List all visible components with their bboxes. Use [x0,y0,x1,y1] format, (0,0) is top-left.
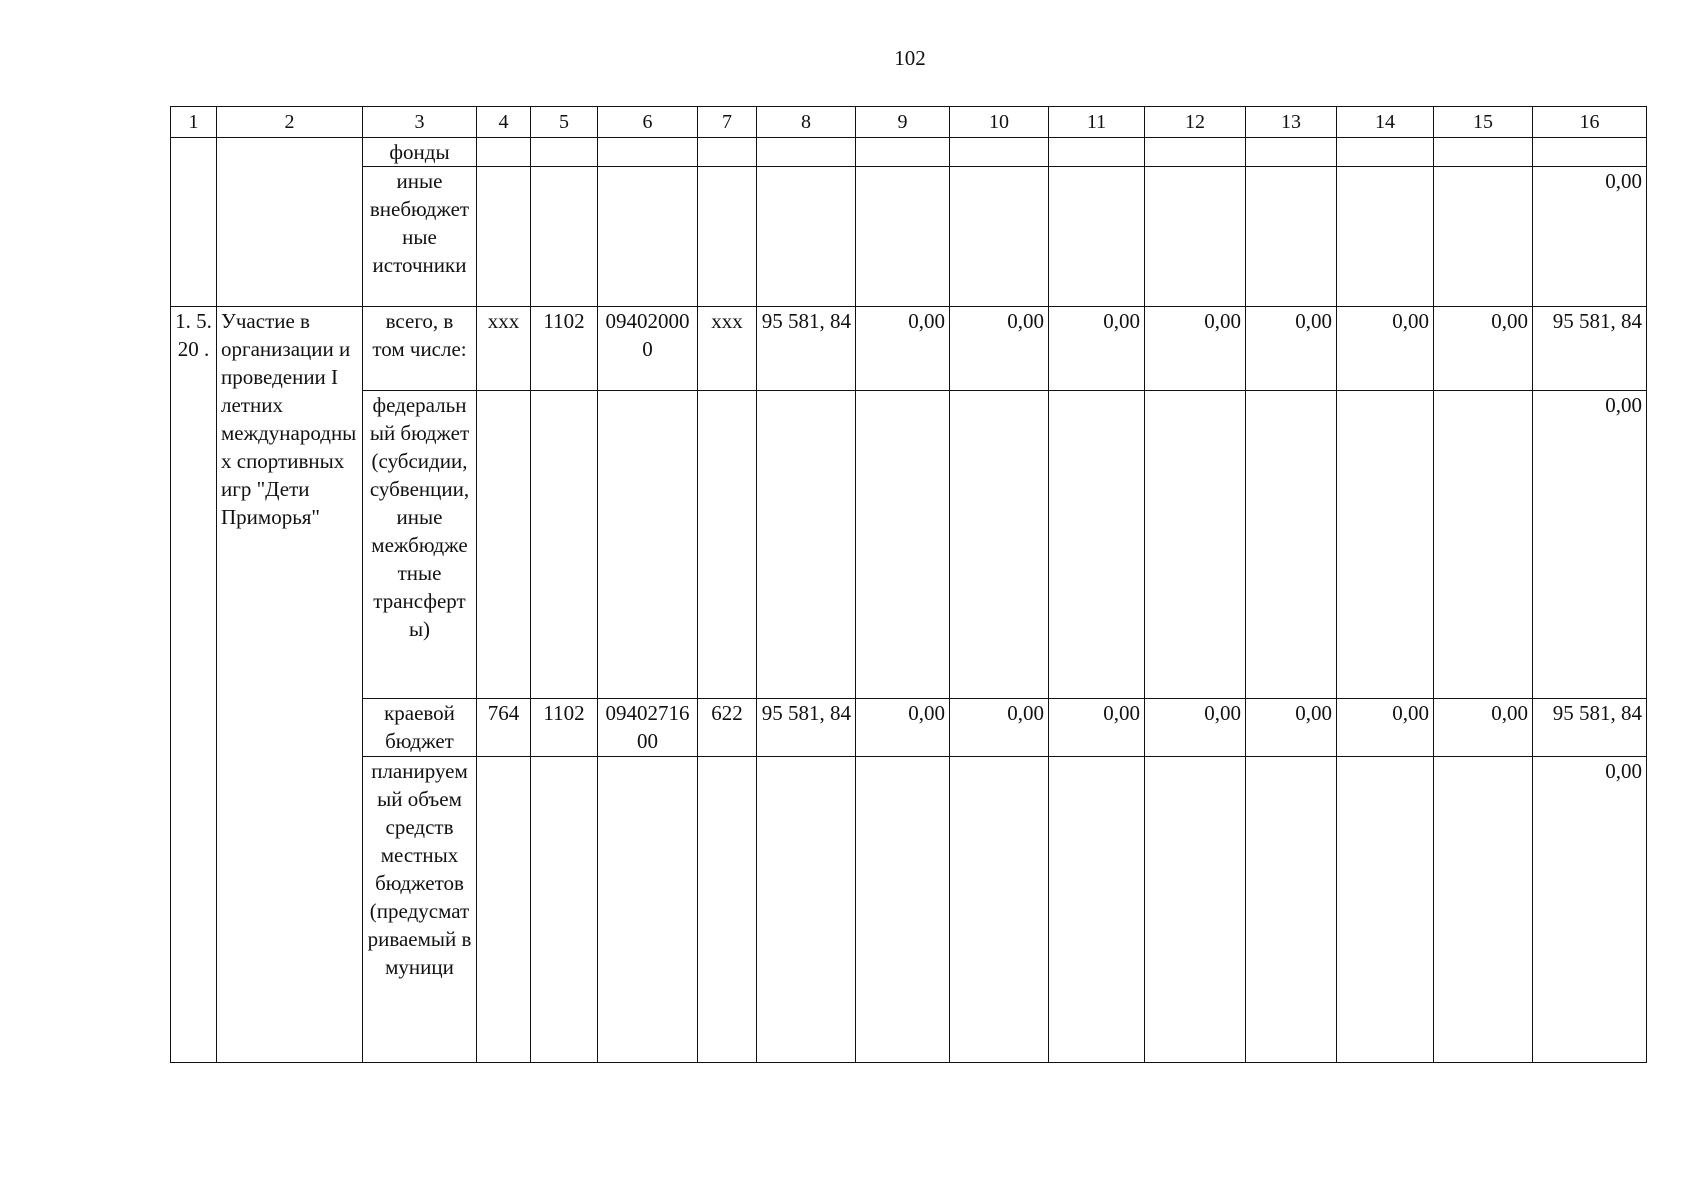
header-cell: 14 [1337,107,1434,138]
table-row [171,391,1647,699]
value-cell: 95 581, 84 [1533,699,1647,757]
table-cell [1246,167,1337,307]
value-cell: 0,00 [1145,699,1246,757]
table-cell [477,757,531,1063]
value-cell: ххх [698,307,757,391]
table-row [171,138,1647,167]
table-cell [950,138,1049,167]
value-cell: 0,00 [856,699,950,757]
table-cell [757,391,856,699]
page-number: 102 [894,46,926,70]
value-cell: 094020000 [598,307,698,391]
value-cell: 0,00 [856,307,950,391]
header-cell: 8 [757,107,856,138]
table-cell [950,391,1049,699]
table-cell [1049,391,1145,699]
table-header-row [171,107,1647,138]
source-cell: иные внебюджетные источники [363,167,477,307]
table-cell [698,391,757,699]
value-cell: 0,00 [1434,307,1533,391]
table-cell [856,138,950,167]
table-cell [1049,138,1145,167]
value-cell: 1102 [531,307,598,391]
value-cell: 0,00 [950,699,1049,757]
value-cell: 0,00 [1434,699,1533,757]
header-cell: 4 [477,107,531,138]
table-cell [856,167,950,307]
table-cell [1246,757,1337,1063]
header-cell: 5 [531,107,598,138]
value-cell: 0940271600 [598,699,698,757]
table-cell [171,138,217,307]
table-row [171,699,1647,757]
table-cell [950,167,1049,307]
header-cell: 13 [1246,107,1337,138]
table-cell [1533,138,1647,167]
header-cell: 10 [950,107,1049,138]
table-cell [1337,138,1434,167]
table-cell [477,391,531,699]
table-cell [531,757,598,1063]
table-cell [1434,391,1533,699]
table-cell [598,391,698,699]
value-cell: 0,00 [1246,307,1337,391]
table-cell [1145,138,1246,167]
table-cell [1145,757,1246,1063]
table-cell [598,757,698,1063]
table-cell [531,138,598,167]
value-cell: 0,00 [1533,391,1647,699]
value-cell: 95 581, 84 [757,699,856,757]
value-cell: 764 [477,699,531,757]
value-cell: 0,00 [1337,307,1434,391]
table-cell [950,757,1049,1063]
header-cell: 9 [856,107,950,138]
table-cell [1337,167,1434,307]
value-cell: 1102 [531,699,598,757]
value-cell: 0,00 [1337,699,1434,757]
table-row [171,167,1647,307]
header-cell: 11 [1049,107,1145,138]
value-cell: 0,00 [1049,699,1145,757]
source-cell: краевой бюджет [363,699,477,757]
table-cell [1246,391,1337,699]
table-cell [1145,391,1246,699]
table-cell [531,167,598,307]
budget-table [170,106,1647,1063]
header-cell: 2 [217,107,363,138]
value-cell: 0,00 [950,307,1049,391]
table-cell [217,138,363,307]
header-cell: 1 [171,107,217,138]
value-cell: 0,00 [1049,307,1145,391]
header-cell: 3 [363,107,477,138]
table-cell [1337,757,1434,1063]
header-cell: 7 [698,107,757,138]
value-cell: 95 581, 84 [757,307,856,391]
header-cell: 15 [1434,107,1533,138]
source-cell: всего, в том числе: [363,307,477,391]
table-cell [856,757,950,1063]
table-cell [757,138,856,167]
table-cell [1337,391,1434,699]
value-cell: 622 [698,699,757,757]
source-cell: фонды [363,138,477,167]
table-cell [1145,167,1246,307]
table-cell [698,138,757,167]
table-cell [1049,757,1145,1063]
item-number-cell: 1. 5. 20 . [171,307,217,1063]
header-cell: 6 [598,107,698,138]
table-cell [1434,167,1533,307]
table-cell [1246,138,1337,167]
table-cell [1049,167,1145,307]
table-cell [598,138,698,167]
table-cell [1434,138,1533,167]
table-row [171,757,1647,1063]
table-cell [757,167,856,307]
source-cell: федеральный бюджет (субсидии, субвенции, иные межбюджетные трансферты) [363,391,477,699]
table-cell [531,391,598,699]
table-cell [698,757,757,1063]
value-cell: 0,00 [1145,307,1246,391]
value-cell: 0,00 [1533,167,1647,307]
table-cell [1434,757,1533,1063]
value-cell: 95 581, 84 [1533,307,1647,391]
value-cell: 0,00 [1533,757,1647,1063]
table-cell [757,757,856,1063]
header-cell: 16 [1533,107,1647,138]
table-cell [698,167,757,307]
header-cell: 12 [1145,107,1246,138]
value-cell: 0,00 [1246,699,1337,757]
table-cell [477,167,531,307]
table-cell [477,138,531,167]
value-cell: ххх [477,307,531,391]
item-name-cell: Участие в организации и проведении I летних международных спортивных игр "Дети Приморья" [217,307,363,1063]
table-row [171,307,1647,391]
source-cell: планируемый объем средств местных бюджетов (предусматриваемый в муници [363,757,477,1063]
table-cell [856,391,950,699]
table-cell [598,167,698,307]
